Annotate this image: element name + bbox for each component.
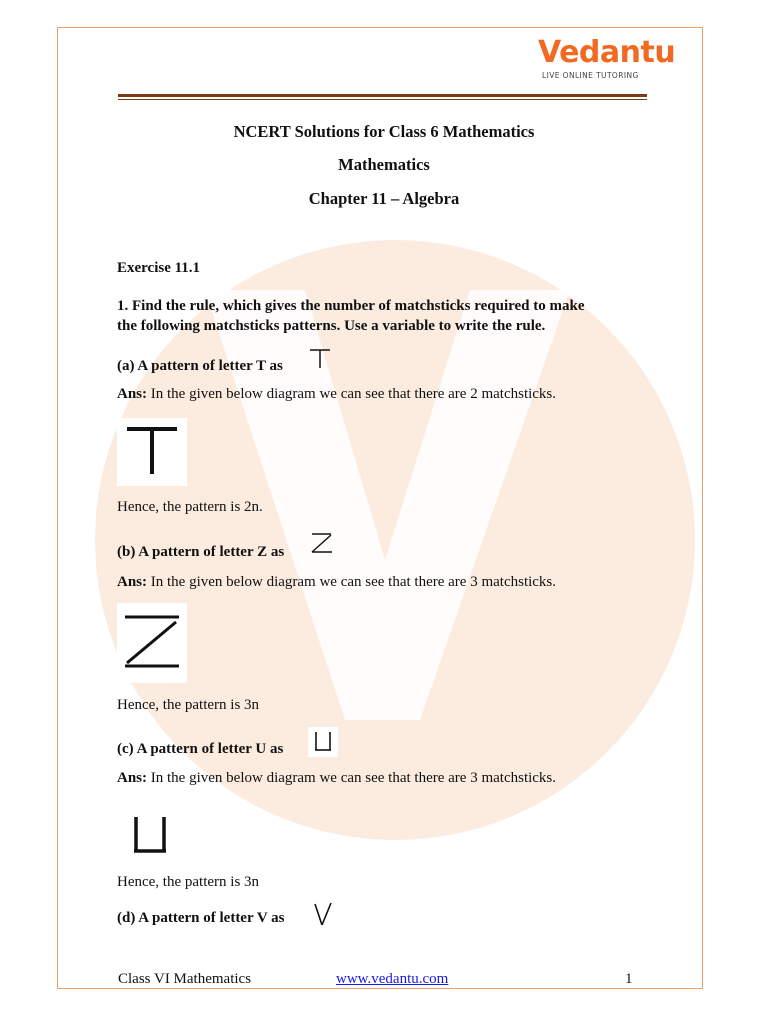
part-b-conclusion: Hence, the pattern is 3n [117,697,260,713]
part-c-prompt: (c) A pattern of letter U as [117,741,284,757]
page-number: 1 [625,971,633,987]
chapter-heading: Chapter 11 – Algebra [308,189,460,208]
ans-text: In the given below diagram we can see that there are 3 matchsticks. [147,574,557,590]
letter-u-icon [308,727,338,757]
part-c-answer [117,770,556,787]
matchstick-t-diagram [117,418,187,486]
part-a-conclusion: Hence, the pattern is 2n. [117,499,263,515]
matchstick-u-diagram [117,805,177,863]
part-a-prompt: (a) A pattern of letter T as [117,358,283,374]
logo-wordmark: Vedantu [538,35,676,70]
ans-label: Ans: [117,770,148,786]
ans-label: Ans: [117,574,148,590]
footer-class-label: Class VI Mathematics [118,971,252,987]
footer-website-link[interactable]: www.vedantu.com [336,971,449,987]
logo-tagline: LIVE ONLINE TUTORING [542,71,639,80]
question-line-1: 1. Find the rule, which gives the number of matchsticks required to make [117,298,585,314]
part-b-answer [117,574,556,591]
exercise-heading: Exercise 11.1 [117,260,201,276]
part-b-prompt: (b) A pattern of letter Z as [117,544,285,560]
header-rule-thick [118,94,647,97]
header-rule-thin [118,99,647,100]
matchstick-z-diagram [117,603,187,683]
part-c-conclusion: Hence, the pattern is 3n [117,874,260,890]
subject-heading: Mathematics [338,155,430,174]
ans-label: Ans: [117,386,148,402]
letter-t-icon [307,346,333,370]
document-title: NCERT Solutions for Class 6 Mathematics [233,122,535,141]
question-line-2: the following matchsticks patterns. Use a variable to write the rule. [117,318,546,334]
part-d-prompt: (d) A pattern of letter V as [117,910,285,926]
ans-text: In the given below diagram we can see that there are 2 matchsticks. [147,386,557,402]
ans-text: In the given below diagram we can see that there are 3 matchsticks. [147,770,557,786]
vedantu-logo [538,35,676,84]
part-a-answer [117,386,556,403]
letter-v-icon [310,900,336,928]
letter-z-icon [309,530,335,556]
